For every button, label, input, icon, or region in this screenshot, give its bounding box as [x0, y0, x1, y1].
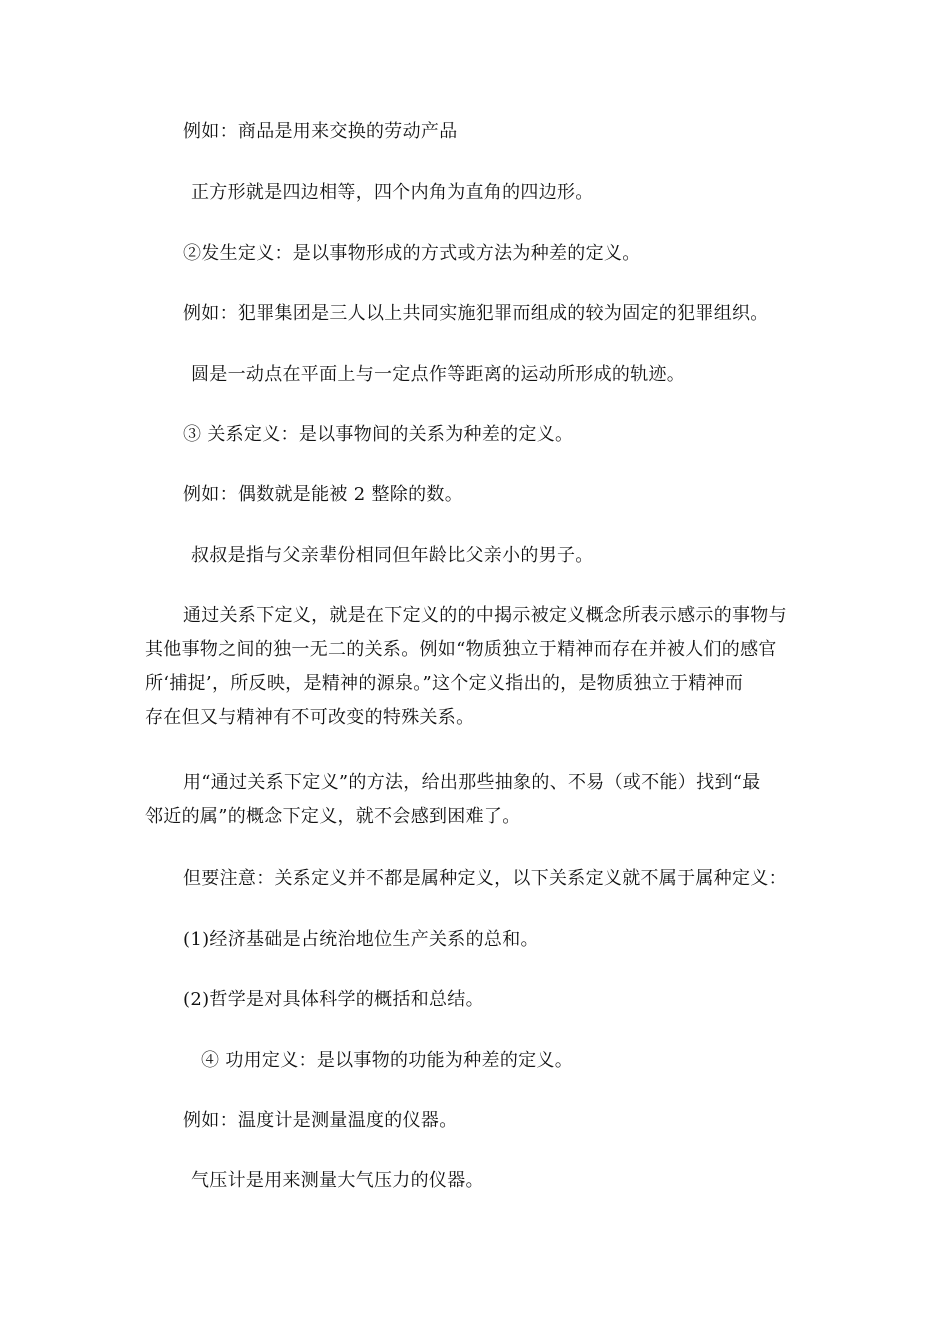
text-line: 正方形就是四边相等，四个内角为直角的四边形。	[191, 182, 594, 203]
text-line: 但要注意：关系定义并不都是属种定义，以下关系定义就不属于属种定义：	[183, 868, 787, 889]
text-line: 例如：犯罪集团是三人以上共同实施犯罪而组成的较为固定的犯罪组织。	[183, 303, 769, 324]
text-line: ④ 功用定义：是以事物的功能为种差的定义。	[201, 1050, 574, 1071]
text-line: (1)经济基础是占统治地位生产关系的总和。	[183, 929, 539, 950]
text-line: 圆是一动点在平面上与一定点作等距离的运动所形成的轨迹。	[191, 364, 686, 385]
text-line: 叔叔是指与父亲辈份相同但年龄比父亲小的男子。	[191, 545, 594, 566]
paragraph-line: 所‘捕捉’，所反映，是精神的源泉。”这个定义指出的，是物质独立于精神而	[145, 673, 744, 694]
text-line: 气压计是用来测量大气压力的仪器。	[191, 1170, 484, 1191]
paragraph-line: 邻近的属”的概念下定义，就不会感到困难了。	[145, 806, 521, 827]
text-line: ②发生定义：是以事物形成的方式或方法为种差的定义。	[183, 243, 641, 264]
text-line: 例如：商品是用来交换的劳动产品	[183, 121, 458, 142]
paragraph-line: 其他事物之间的独一无二的关系。例如“物质独立于精神而存在并被人们的感官	[145, 639, 777, 660]
text-line: 例如：温度计是测量温度的仪器。	[183, 1110, 458, 1131]
paragraph-line: 用“通过关系下定义”的方法，给出那些抽象的、不易（或不能）找到“最	[183, 772, 761, 793]
text-line: 例如：偶数就是能被 2 整除的数。	[183, 484, 463, 505]
paragraph-line: 通过关系下定义，就是在下定义的的中揭示被定义概念所表示感示的事物与	[183, 605, 787, 626]
text-line: (2)哲学是对具体科学的概括和总结。	[183, 989, 484, 1010]
paragraph-relation-definition	[145, 599, 815, 735]
paragraph-line: 存在但又与精神有不可改变的特殊关系。	[145, 707, 475, 728]
paragraph-method-note	[145, 766, 815, 834]
text-line: ③ 关系定义：是以事物间的关系为种差的定义。	[183, 424, 574, 445]
